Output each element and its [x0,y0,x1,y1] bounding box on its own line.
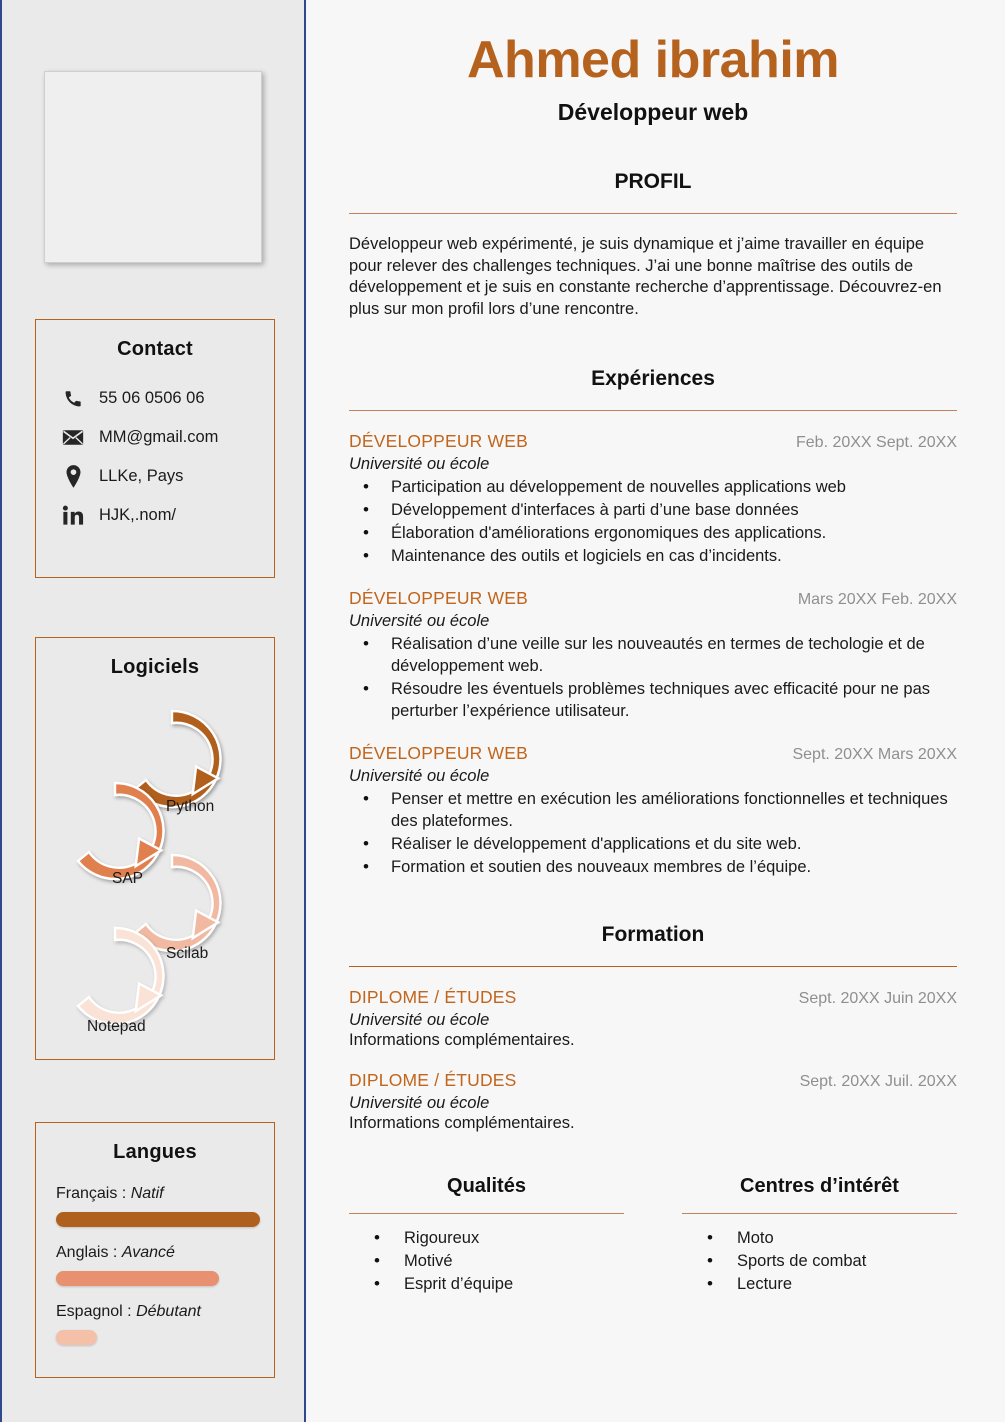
experience-bullets [349,789,957,879]
experience-org: Université ou école [349,612,490,631]
languages-list [36,1185,274,1345]
section-heading-experiences: Expériences [591,367,715,391]
list-item: • Esprit d’équipe [349,1274,624,1295]
formation-dates: Sept. 20XX Juin 20XX [798,989,957,1007]
section-heading-profil: PROFIL [614,169,692,193]
language-bar-fill-anglais [56,1271,219,1286]
interests-list [682,1228,957,1295]
bottom-columns [349,1175,957,1295]
language-bar-espagnol [56,1330,260,1345]
profile-photo-placeholder[interactable] [44,71,262,263]
contact-list [36,365,274,535]
list-item: • Lecture [682,1274,957,1295]
experience-entry-header [349,588,957,609]
list-item: • Résoudre les éventuels problèmes techniques avec efficacité pour ne pas perturber l’expérience utilisateur. [349,679,957,723]
formation-entry-header [349,987,957,1008]
language-bar-fill-francais [56,1212,260,1227]
experience-role: DÉVELOPPEUR WEB [349,588,529,609]
language-row-francais [48,1185,262,1227]
list-item: • Sports de combat [682,1251,957,1272]
language-row-anglais [48,1244,262,1286]
main-content [306,0,1005,1422]
formation-org: Université ou école [349,1093,490,1112]
language-label-espagnol: Espagnol : Débutant [56,1303,201,1320]
experience-entry [349,431,957,568]
language-bar-fill-espagnol [56,1330,97,1345]
experience-dates: Mars 20XX Feb. 20XX [797,591,957,609]
list-item: • Élaboration d'améliorations ergonomiques des applications. [349,523,957,545]
formation-entry [349,1070,957,1133]
software-cycle-diagram [40,685,270,1035]
language-label-francais: Français : Natif [56,1185,164,1202]
experience-entry [349,588,957,723]
language-row-espagnol [48,1303,262,1345]
contact-card-title: Contact [117,338,193,360]
experience-bullets [349,477,957,568]
experience-dates: Feb. 20XX Sept. 20XX [796,434,957,452]
experience-entry-header [349,431,957,452]
list-item: • Réalisation d’une veille sur les nouveautés en termes de techologie et de développement web. [349,634,957,678]
formation-entry [349,987,957,1050]
software-card [35,637,275,1060]
contact-card [35,319,275,578]
job-title: Développeur web [557,98,749,125]
list-item: • Moto [682,1228,957,1249]
formation-diploma: DIPLOME / ÉTUDES [349,986,517,1007]
experience-entry-header [349,743,957,764]
profil-text: Développeur web expérimenté, je suis dynamique et j’aime travailler en équipe pour relever des challenges techniques. J’ai une bonne maîtrise des outils de développement et je suis en constante recherche d’apprentissage. Découvrez-en plus sur mon profil lors d’une rencontre. [349,234,942,319]
list-item: • Motivé [349,1251,624,1272]
list-item: • Formation et soutien des nouveaux membres de l’équipe. [349,857,957,879]
software-label-notepad: Notepad [87,1018,146,1035]
contact-row-email[interactable] [58,418,274,457]
qualities-list [349,1228,624,1295]
qualities-column [349,1175,624,1295]
software-card-title: Logiciels [110,656,200,678]
language-label-anglais: Anglais : Avancé [56,1244,175,1261]
envelope-icon [58,429,88,446]
formation-diploma: DIPLOME / ÉTUDES [349,1069,517,1090]
software-label-python: Python [166,798,215,815]
language-bar-anglais [56,1271,260,1286]
section-rule-qualites [349,1213,624,1214]
list-item: • Rigoureux [349,1228,624,1249]
page-title: Ahmed ibrahim [467,31,839,89]
linkedin-icon [58,505,88,526]
section-rule-interets [682,1213,957,1214]
formation-extra: Informations complémentaires. [349,1030,575,1049]
sidebar [0,0,306,1422]
language-bar-francais [56,1212,260,1227]
contact-email-text: MM@gmail.com [99,428,219,446]
experience-org: Université ou école [349,455,490,474]
experience-role: DÉVELOPPEUR WEB [349,742,529,763]
formation-entry-header [349,1070,957,1091]
section-rule-profil [349,213,957,214]
experience-role: DÉVELOPPEUR WEB [349,431,529,452]
list-item: • Développement d'interfaces à parti d’une base données [349,500,957,522]
software-label-sap: SAP [112,870,144,887]
location-pin-icon [58,465,88,488]
contact-linkedin-text: HJK,.nom/ [99,506,177,524]
experience-org: Université ou école [349,766,490,785]
languages-card-title: Langues [113,1141,197,1163]
experience-dates: Sept. 20XX Mars 20XX [792,745,957,763]
contact-phone-text: 55 06 0506 06 [99,389,205,407]
section-heading-qualites: Qualités [447,1174,526,1197]
list-item: • Penser et mettre en exécution les améliorations fonctionnelles et techniques des plateformes. [349,789,957,833]
list-item: • Participation au développement de nouvelles applications web [349,477,957,499]
software-label-scilab: Scilab [166,945,209,962]
list-item: • Maintenance des outils et logiciels en cas d’incidents. [349,546,957,568]
interests-column [682,1175,957,1295]
section-rule-formation [349,966,957,967]
formation-extra: Informations complémentaires. [349,1113,575,1132]
experience-bullets [349,634,957,723]
experience-entry [349,743,957,879]
contact-location-text: LLKe, Pays [99,467,184,485]
contact-row-phone[interactable] [58,379,274,418]
section-heading-interets: Centres d’intérêt [740,1174,899,1197]
languages-card [35,1122,275,1378]
list-item: • Réaliser le développement d'applications et du site web. [349,834,957,856]
formation-org: Université ou école [349,1010,490,1029]
contact-row-location[interactable] [58,457,274,496]
section-rule-experiences [349,410,957,411]
phone-icon [58,388,88,409]
section-heading-formation: Formation [601,922,705,946]
formation-dates: Sept. 20XX Juil. 20XX [799,1072,957,1090]
contact-row-linkedin[interactable] [58,496,274,535]
